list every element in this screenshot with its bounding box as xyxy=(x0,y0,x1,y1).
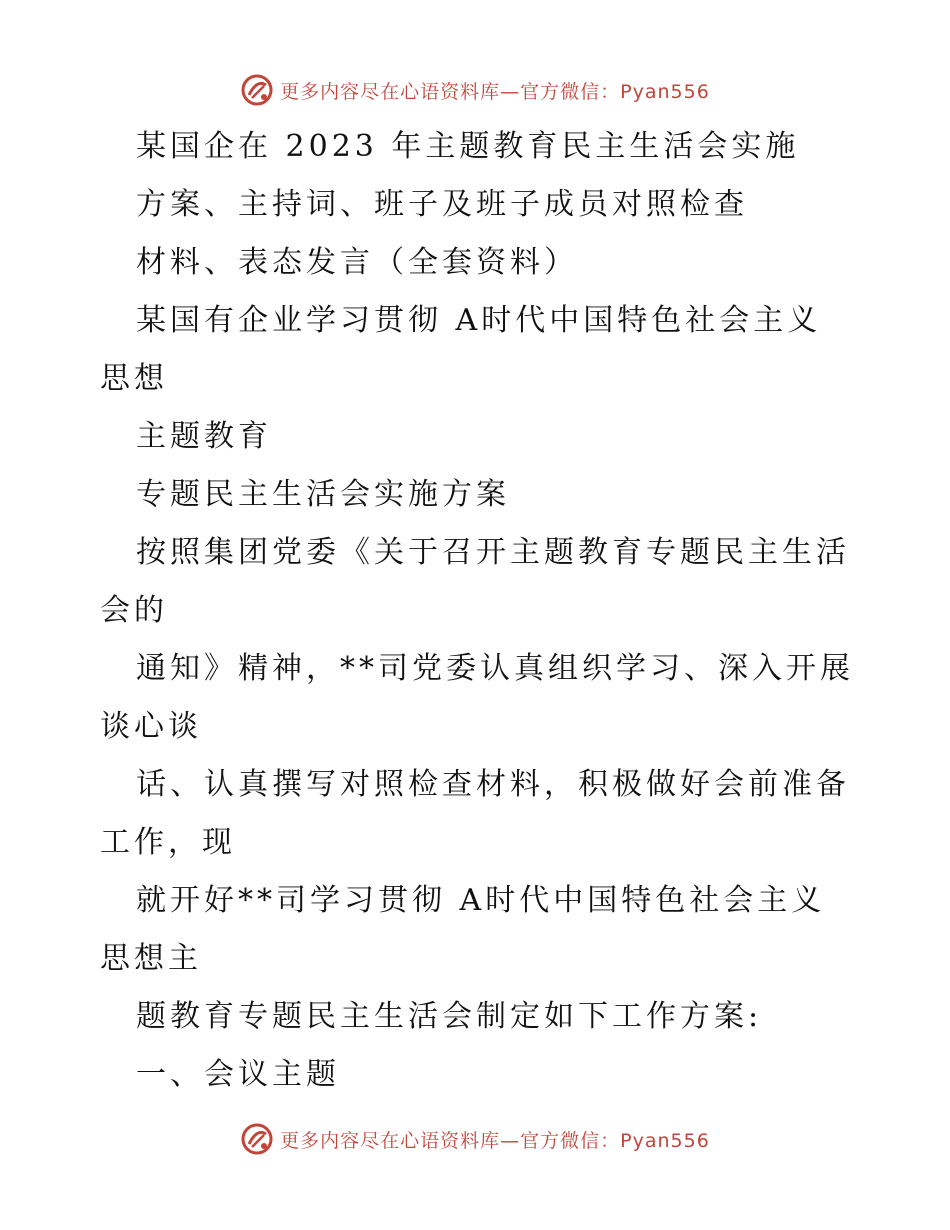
document-line: 专题民主生活会实施方案 xyxy=(136,477,510,512)
footer-banner xyxy=(0,1119,950,1159)
document-line: 主题教育 xyxy=(136,419,272,454)
document-line: 工作，现 xyxy=(100,825,236,860)
document-body xyxy=(0,118,950,1104)
logo-icon xyxy=(240,1122,274,1156)
document-line: 通知》精神，**司党委认真组织学习、深入开展 xyxy=(136,651,854,686)
footer-banner-text: 更多内容尽在心语资料库—官方微信：Pyan556 xyxy=(280,1129,710,1152)
document-line: 某国企在 2023 年主题教育民主生活会实施 xyxy=(136,129,800,164)
document-line: 谈心谈 xyxy=(100,709,202,744)
document-line: 某国有企业学习贯彻 A时代中国特色社会主义 xyxy=(136,303,822,338)
header-banner-text: 更多内容尽在心语资料库—官方微信：Pyan556 xyxy=(280,80,710,103)
document-line: 一、会议主题 xyxy=(136,1057,340,1092)
document-line: 话、认真撰写对照检查材料，积极做好会前准备 xyxy=(136,767,850,802)
document-line: 材料、表态发言（全套资料） xyxy=(136,245,578,280)
document-line: 会的 xyxy=(100,593,168,628)
header-banner xyxy=(0,70,950,110)
logo-icon xyxy=(240,73,274,107)
document-line: 思想主 xyxy=(100,941,202,976)
document-line: 按照集团党委《关于召开主题教育专题民主生活 xyxy=(136,535,850,570)
document-line: 题教育专题民主生活会制定如下工作方案: xyxy=(136,999,763,1034)
document-line: 思想 xyxy=(100,361,168,396)
document-line: 方案、主持词、班子及班子成员对照检查 xyxy=(136,187,748,222)
document-line: 就开好**司学习贯彻 A时代中国特色社会主义 xyxy=(136,883,826,918)
